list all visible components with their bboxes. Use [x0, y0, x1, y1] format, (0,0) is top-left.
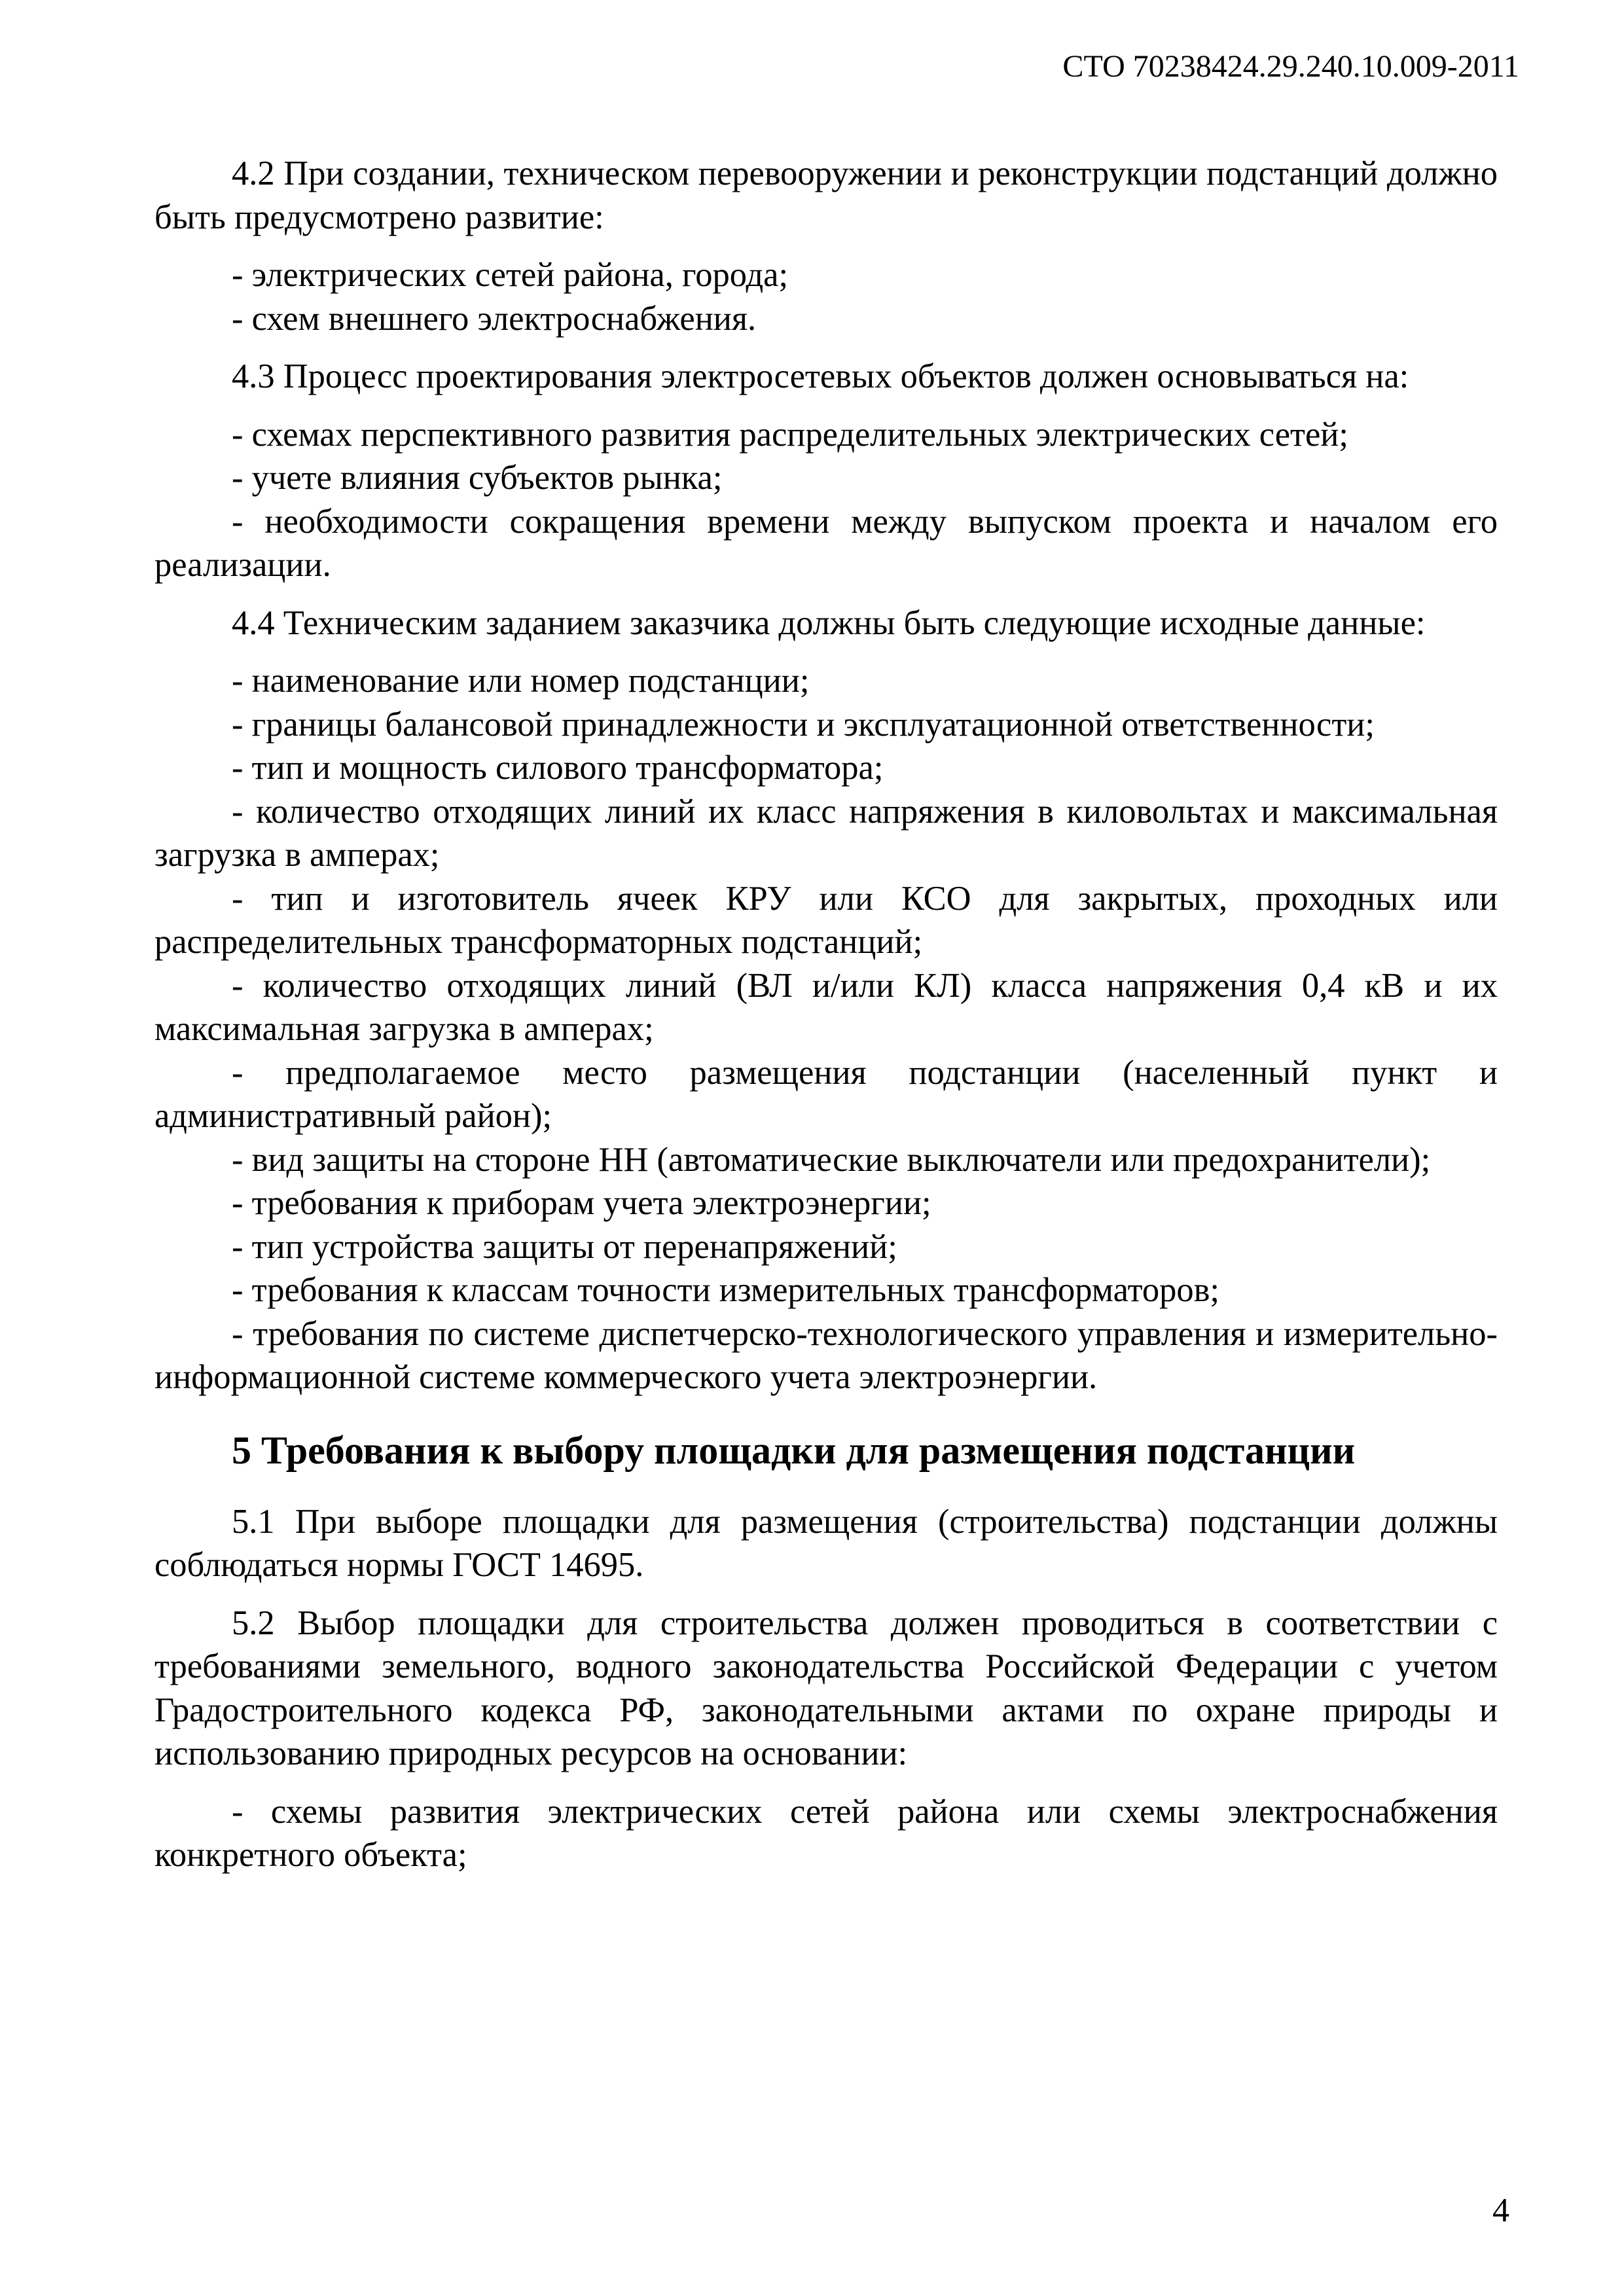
list-item: - требования к приборам учета электроэнергии; — [232, 1184, 931, 1222]
paragraph-4-4: 4.4 Техническим заданием заказчика должны быть следующие исходные данные: — [232, 603, 1426, 642]
list-item: - учете влияния субъектов рынка; — [232, 459, 723, 497]
section-5-heading: 5 Требования к выбору площадки для размещения подстанции — [232, 1428, 1356, 1472]
list-item: - требования по системе диспетчерско-технологического управления и измерительно-информационной системе коммерческого учета электроэнергии. — [154, 1314, 1498, 1396]
document-body — [154, 152, 1498, 1877]
document-code-header: СТО 70238424.29.240.10.009-2011 — [1062, 49, 1519, 84]
list-item: - электрических сетей района, города; — [232, 256, 789, 294]
list-item: - требования к классам точности измерительных трансформаторов; — [232, 1271, 1219, 1309]
paragraph-5-2: 5.2 Выбор площадки для строительства должен проводиться в соответствии с требованиями земельного, водного законодательства Российской Федерации с учетом Градостроительного кодекса РФ, законодательными актами по охране природы и использованию природных ресурсов на основании: — [154, 1604, 1498, 1772]
list-item: - тип устройства защиты от перенапряжений; — [232, 1227, 897, 1266]
paragraph-4-2: 4.2 При создании, техническом перевооружении и реконструкции подстанций должно быть предусмотрено развитие: — [154, 154, 1498, 236]
paragraph-4-3: 4.3 Процесс проектирования электросетевых объектов должен основываться на: — [232, 357, 1409, 395]
list-item: - тип и мощность силового трансформатора; — [232, 749, 884, 787]
page-number: 4 — [1492, 2192, 1509, 2229]
list-item: - необходимости сокращения времени между выпуском проекта и началом его реализации. — [154, 502, 1498, 584]
list-item: - схем внешнего электроснабжения. — [232, 299, 757, 338]
list-item: - схемы развития электрических сетей района или схемы электроснабжения конкретного объекта; — [154, 1792, 1498, 1874]
list-item: - вид защиты на стороне НН (автоматические выключатели или предохранители); — [232, 1140, 1431, 1179]
list-item: - наименование или номер подстанции; — [232, 662, 810, 700]
list-item: - границы балансовой принадлежности и эксплуатационной ответственности; — [232, 705, 1375, 744]
list-item: - количество отходящих линий их класс напряжения в киловольтах и максимальная загрузка в амперах; — [154, 792, 1498, 874]
list-item: - тип и изготовитель ячеек КРУ или КСО для закрытых, проходных или распределительных трансформаторных подстанций; — [154, 879, 1498, 961]
list-item: - схемах перспективного развития распределительных электрических сетей; — [232, 415, 1348, 454]
paragraph-5-1: 5.1 При выборе площадки для размещения (строительства) подстанции должны соблюдаться нормы ГОСТ 14695. — [154, 1502, 1498, 1584]
list-item: - предполагаемое место размещения подстанции (населенный пункт и административный район); — [154, 1053, 1498, 1135]
list-item: - количество отходящих линий (ВЛ и/или КЛ) класса напряжения 0,4 кВ и их максимальная загрузка в амперах; — [154, 966, 1498, 1048]
